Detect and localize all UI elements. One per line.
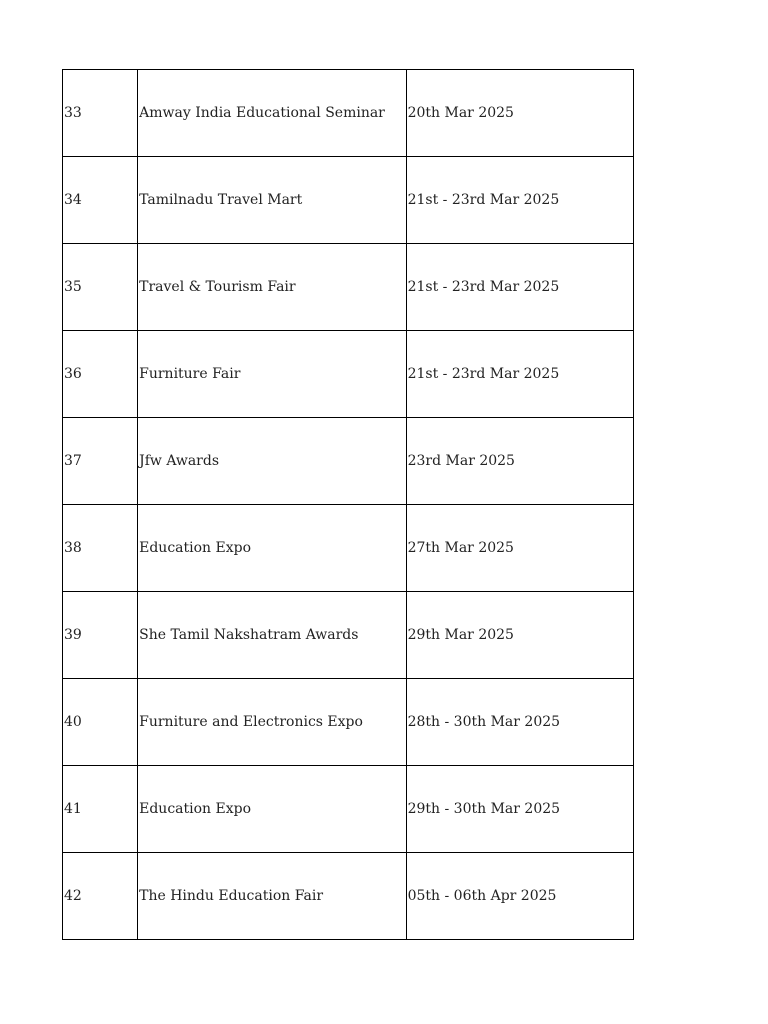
event-date-cell: 21st - 23rd Mar 2025 [406,331,633,418]
event-date-cell: 21st - 23rd Mar 2025 [406,157,633,244]
event-date-cell: 05th - 06th Apr 2025 [406,853,633,940]
event-name-cell: She Tamil Nakshatram Awards [138,592,406,679]
row-number-cell: 35 [63,244,138,331]
row-number-cell: 39 [63,592,138,679]
table-row [63,157,634,244]
event-name-cell: Amway India Educational Seminar [138,70,406,157]
event-name-cell: Furniture Fair [138,331,406,418]
row-number-cell: 37 [63,418,138,505]
table-row [63,853,634,940]
table-row [63,244,634,331]
row-number-cell: 34 [63,157,138,244]
row-number-cell: 36 [63,331,138,418]
table-row [63,70,634,157]
row-number-cell: 38 [63,505,138,592]
table-row [63,766,634,853]
event-date-cell: 20th Mar 2025 [406,70,633,157]
event-name-cell: Travel & Tourism Fair [138,244,406,331]
event-name-cell: Jfw Awards [138,418,406,505]
event-name-cell: Education Expo [138,766,406,853]
table-row [63,331,634,418]
table-row [63,679,634,766]
events-table [62,69,634,940]
event-name-cell: The Hindu Education Fair [138,853,406,940]
row-number-cell: 33 [63,70,138,157]
row-number-cell: 42 [63,853,138,940]
event-date-cell: 28th - 30th Mar 2025 [406,679,633,766]
table-row [63,505,634,592]
table-row [63,592,634,679]
event-name-cell: Education Expo [138,505,406,592]
event-date-cell: 29th - 30th Mar 2025 [406,766,633,853]
event-name-cell: Tamilnadu Travel Mart [138,157,406,244]
event-date-cell: 29th Mar 2025 [406,592,633,679]
event-date-cell: 27th Mar 2025 [406,505,633,592]
table-row [63,418,634,505]
event-name-cell: Furniture and Electronics Expo [138,679,406,766]
row-number-cell: 41 [63,766,138,853]
event-date-cell: 23rd Mar 2025 [406,418,633,505]
event-date-cell: 21st - 23rd Mar 2025 [406,244,633,331]
row-number-cell: 40 [63,679,138,766]
